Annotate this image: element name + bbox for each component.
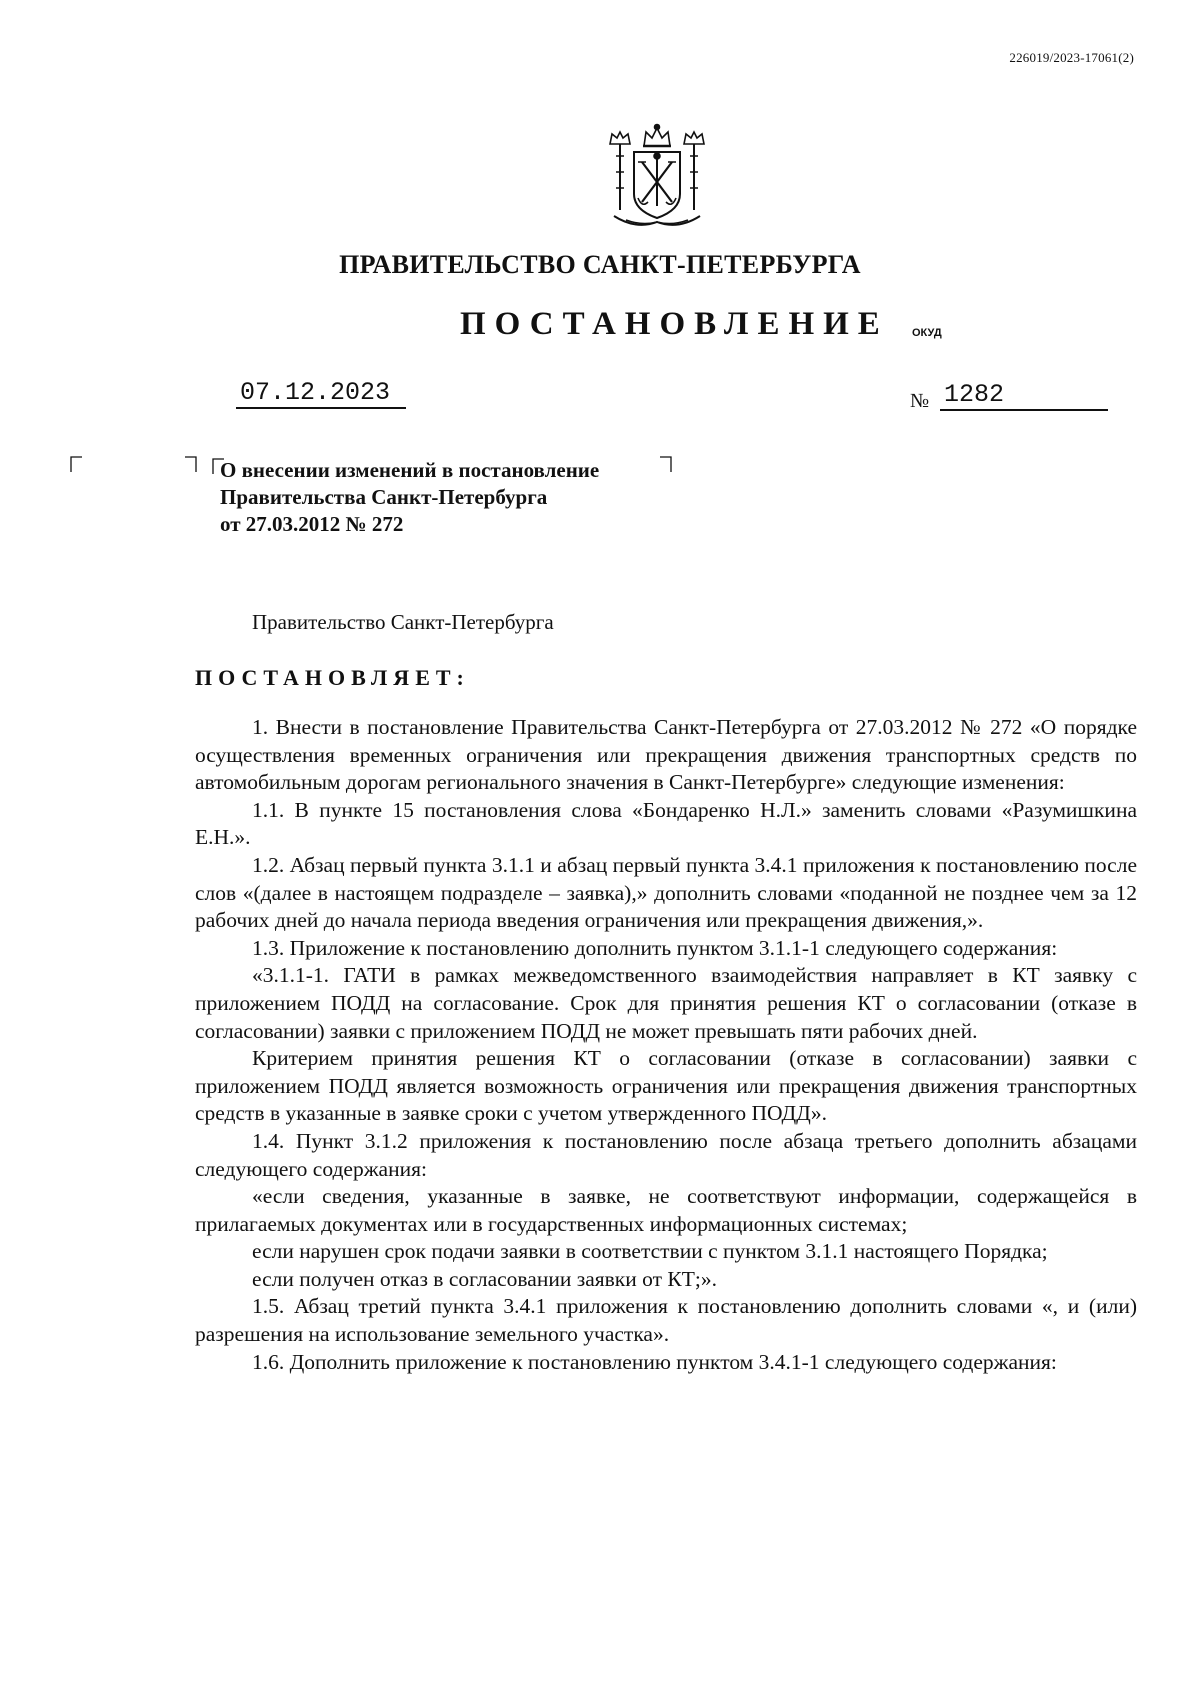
subject-line-1: О внесении изменений в постановление — [220, 458, 600, 482]
paragraph-1-4: 1.4. Пункт 3.1.2 приложения к постановлению после абзаца третьего дополнить абзацами следующего содержания: — [195, 1128, 1137, 1181]
number-underline — [940, 409, 1108, 411]
paragraph-1-6: 1.6. Дополнить приложение к постановлению пунктом 3.4.1-1 следующего содержания: — [252, 1349, 1057, 1374]
corner-mark-right — [660, 456, 672, 472]
paragraph-quote-3: если получен отказ в согласовании заявки от КТ;». — [252, 1266, 717, 1291]
paragraph-1-2: 1.2. Абзац первый пункта 3.1.1 и абзац первый пункта 3.4.1 приложения к постановлению после слов «(далее в настоящем подразделе – заявка),» дополнить словами «поданной не позднее чем за 12 рабочих дней до начала периода введения ограничения или прекращения движения,». — [195, 852, 1137, 933]
number-sign: № — [910, 390, 930, 412]
subject-line-3: от 27.03.2012 № 272 — [220, 512, 404, 536]
document-body — [195, 714, 1137, 1376]
document-type-title: ПОСТАНОВЛЕНИЕ — [460, 306, 889, 342]
government-heading: ПРАВИТЕЛЬСТВО САНКТ-ПЕТЕРБУРГА — [339, 250, 861, 279]
okud-label: ОКУД — [912, 327, 942, 339]
coat-of-arms-emblem — [606, 122, 708, 230]
paragraph-1: 1. Внести в постановление Правительства Санкт-Петербурга от 27.03.2012 № 272 «О порядке осуществления временных ограничения или прекращения движения транспортных средств по автомобильным дорогам регионального значения в Санкт-Петербурге» следующие изменения: — [195, 715, 1137, 795]
document-subject — [220, 457, 599, 538]
paragraph-1-1: 1.1. В пункте 15 постановления слова «Бондаренко Н.Л.» заменить словами «Разумишкина Е.Н.». — [195, 797, 1137, 850]
registration-number: 226019/2023-17061(2) — [1009, 50, 1134, 65]
paragraph-3-1-1-1: «3.1.1-1. ГАТИ в рамках межведомственного взаимодействия направляет в КТ заявку с приложением ПОДД на согласование. Срок для принятия решения КТ о согласовании (отказе в согласовании) заявки с приложением ПОДД не может превышать пяти рабочих дней. — [195, 963, 1137, 1043]
subject-line-2: Правительства Санкт-Петербурга — [220, 485, 548, 509]
paragraph-1-3: 1.3. Приложение к постановлению дополнить пунктом 3.1.1-1 следующего содержания: — [252, 935, 1058, 960]
paragraph-quote-1: «если сведения, указанные в заявке, не соответствуют информации, содержащейся в прилагаемых документах или в государственных информационных системах; — [195, 1184, 1137, 1236]
corner-mark-inner-right — [185, 456, 197, 472]
paragraph-1-5: 1.5. Абзац третий пункта 3.4.1 приложения к постановлению дополнить словами «, и (или) разрешения на использование земельного участка». — [195, 1294, 1137, 1347]
issuing-authority: Правительство Санкт-Петербурга — [252, 610, 554, 634]
paragraph-quote-2: если нарушен срок подачи заявки в соответствии с пунктом 3.1.1 настоящего Порядка; — [252, 1239, 1048, 1264]
date-underline — [236, 407, 406, 409]
corner-mark-left — [70, 456, 82, 472]
decree-word: ПОСТАНОВЛЯЕТ: — [195, 665, 470, 690]
document-number: 1282 — [944, 380, 1005, 409]
document-date: 07.12.2023 — [240, 378, 391, 407]
paragraph-criterion: Критерием принятия решения КТ о согласовании (отказе в согласовании) заявки с приложением ПОДД является возможность ограничения или прекращения движения транспортных средств в указанные в заявке сроки с учетом утвержденного ПОДД». — [195, 1046, 1137, 1126]
